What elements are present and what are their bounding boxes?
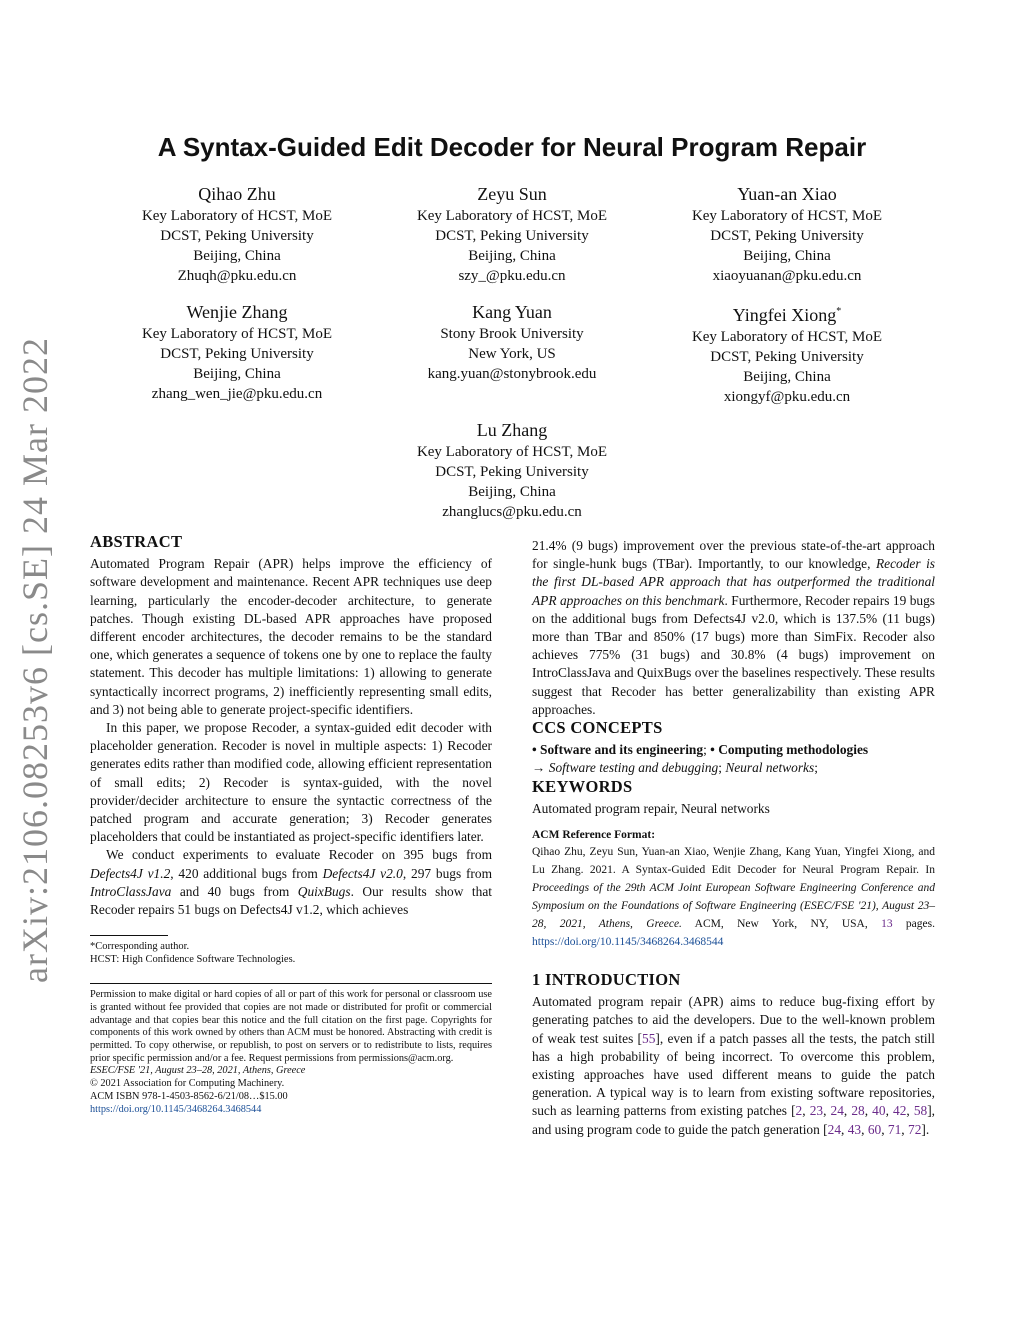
author-email: zhang_wen_jie@pku.edu.cn xyxy=(151,386,323,402)
ccs-concept: • Software and its engineering xyxy=(532,742,704,758)
citation-separator: , xyxy=(823,1103,831,1119)
introduction-heading: 1 INTRODUCTION xyxy=(532,970,681,990)
abstract-paragraph-3 xyxy=(90,846,492,919)
author-block xyxy=(372,300,652,384)
citation-separator: , xyxy=(843,1103,852,1119)
abstract-text: . Our results show that Recoder repairs 51 bugs on Defects4J v1.2, which achieves xyxy=(90,883,492,918)
author-block xyxy=(647,300,927,407)
citation-link[interactable]: 28 xyxy=(851,1103,865,1119)
copyright-line: © 2021 Association for Computing Machinery. xyxy=(90,1078,285,1090)
author-location: New York, US xyxy=(468,346,556,362)
author-department: DCST, Peking University xyxy=(160,346,314,362)
keywords-heading: KEYWORDS xyxy=(532,776,633,796)
citation-link[interactable]: 55 xyxy=(642,1030,656,1046)
citation-link[interactable]: 42 xyxy=(893,1103,907,1119)
benchmark-name: IntroClassJava xyxy=(90,883,172,899)
author-email: Zhuqh@pku.edu.cn xyxy=(177,268,297,284)
author-affiliation: Key Laboratory of HCST, MoE xyxy=(691,208,883,224)
author-affiliation: Key Laboratory of HCST, MoE xyxy=(691,329,883,345)
citation-separator: , xyxy=(885,1103,893,1119)
corresponding-mark: * xyxy=(836,306,842,317)
author-affiliation: Key Laboratory of HCST, MoE xyxy=(416,444,608,460)
ccs-separator: ; xyxy=(703,742,711,758)
arxiv-side-label xyxy=(10,337,60,983)
citation-link[interactable]: 72 xyxy=(908,1121,922,1137)
author-location: Beijing, China xyxy=(743,369,831,385)
citation-link[interactable]: 58 xyxy=(913,1103,928,1119)
paper-title: A Syntax-Guided Edit Decoder for Neural Program Repair xyxy=(157,132,867,162)
reference-text: pages. xyxy=(892,918,935,931)
abstract-text: , 420 additional bugs from xyxy=(170,865,323,881)
citation-separator: , xyxy=(864,1103,873,1119)
author-block xyxy=(97,182,377,286)
author-email: xiaoyuanan@pku.edu.cn xyxy=(712,268,862,284)
citation-separator: , xyxy=(906,1103,914,1119)
author-location: Beijing, China xyxy=(468,484,556,500)
ccs-heading: CCS CONCEPTS xyxy=(532,718,663,738)
author-location: Beijing, China xyxy=(743,248,831,264)
author-affiliation: Stony Brook University xyxy=(440,326,584,342)
author-department: DCST, Peking University xyxy=(710,349,864,365)
arxiv-identifier: arXiv:2106.08253v6 [cs.SE] 24 Mar 2022 xyxy=(15,337,56,983)
citation-separator: , xyxy=(802,1103,810,1119)
author-affiliation: Key Laboratory of HCST, MoE xyxy=(416,208,608,224)
author-block xyxy=(647,182,927,286)
citation-separator: , xyxy=(861,1121,868,1137)
footnote-rule xyxy=(90,935,168,936)
permission-notice: Permission to make digital or hard copies of all or part of this work for personal or classroom use is granted without fee provided that copies are not made or distributed for profit or commercial advantage and that copies bear this notice and the full citation on the first page. Copyrights for components of this work owned by others than ACM must be honored. Abstracting with credit is permitted. To copy otherwise, or republish, to post on servers or to redistribute to lists, requires prior specific permission and/or a fee. Request permissions from permissions@acm.org. xyxy=(90,989,492,1064)
abstract-emphasis: Recoder is the first DL-based APR approach that has outperformed the traditional APR approaches on this benchmark xyxy=(532,556,936,608)
citation-link[interactable]: 24 xyxy=(830,1103,844,1119)
abstract-continuation xyxy=(532,537,935,719)
abstract-text: . Furthermore, Recoder repairs 19 bugs on the additional bugs from Defects4J v2.0, which is 137.5% (11 bugs) more than TBar and 850% (17 bugs) more than SimFix. Recoder also achieves 775% (31 bugs) and 30.8% (4 bugs) improvement on IntroClassJava and QuixBugs over the baselines respectively. These results suggest that Recoder has better generalizability than existing APR approaches. xyxy=(532,592,935,717)
citation-link[interactable]: 60 xyxy=(867,1121,882,1137)
abstract-text: 21.4% (9 bugs) improvement over the previous state-of-the-art approach for single-hunk bugs (TBar). Importantly, to our knowledge, xyxy=(532,538,935,572)
abstract-paragraph-1: Automated Program Repair (APR) helps improve the efficiency of software development and maintenance. Recent APR techniques use deep learning, particularly the encoder-decoder architecture, to generate patches. Though existing DL-based APR approaches have proposed different encoder architectures, the decoder remains to be the standard one, which generates a sequence of tokens one by one to replace the faulty statement. This decoder has multiple limitations: 1) allowing to generate syntactically incorrect programs, 2) inefficiently representing small edits, and 3) not being able to generate project-specific identifiers. xyxy=(90,556,492,717)
ccs-concepts xyxy=(532,741,935,777)
ccs-concept: • Computing methodologies xyxy=(710,742,869,758)
ccs-subconcept: Neural networks xyxy=(725,760,815,776)
author-name: Zeyu Sun xyxy=(477,184,547,204)
benchmark-name: Defects4J v1.2 xyxy=(90,865,171,881)
author-block xyxy=(372,182,652,286)
doi-link[interactable]: https://doi.org/10.1145/3468264.3468544 xyxy=(90,1103,262,1115)
citation-link[interactable]: 43 xyxy=(847,1121,862,1137)
citation-link[interactable]: 23 xyxy=(809,1103,824,1119)
introduction-paragraph xyxy=(532,993,935,1139)
author-email: szy_@pku.edu.cn xyxy=(458,268,566,284)
author-location: Beijing, China xyxy=(193,248,281,264)
author-email: kang.yuan@stonybrook.edu xyxy=(427,366,597,382)
acm-reference-text xyxy=(532,843,935,951)
author-name: Kang Yuan xyxy=(472,302,552,322)
abstract-text: We conduct experiments to evaluate Recoder on 395 bugs from xyxy=(106,847,492,863)
intro-text: ]. xyxy=(921,1121,930,1137)
author-name: Yingfei Xiong xyxy=(732,305,837,325)
ccs-subconcept: Software testing and debugging xyxy=(548,760,719,776)
citation-link[interactable]: 71 xyxy=(887,1121,902,1137)
author-department: DCST, Peking University xyxy=(435,228,589,244)
benchmark-name: Defects4J v2.0 xyxy=(322,865,403,881)
author-email: xiongyf@pku.edu.cn xyxy=(723,389,851,405)
benchmark-name: QuixBugs xyxy=(297,883,351,899)
permission-rule xyxy=(90,983,492,984)
intro-text: ], even if a patch passes all the tests, the patch still has a high probability of being incorrect. To overcome this problem, existing approaches have used different means to guide the patch generation. A typical way is to learn from existing software repositories, such as learning patterns from existing patches [ xyxy=(532,1030,935,1119)
author-affiliation: Key Laboratory of HCST, MoE xyxy=(141,208,333,224)
author-name-line xyxy=(647,300,927,327)
citation-separator: , xyxy=(901,1121,908,1137)
author-name: Lu Zhang xyxy=(476,420,548,440)
citation-separator: , xyxy=(881,1121,888,1137)
page-count: 13 xyxy=(881,918,893,931)
author-name: Yuan-an Xiao xyxy=(737,184,837,204)
footnote-corresponding: *Corresponding author. xyxy=(90,941,190,953)
reference-text: ACM, New York, NY, USA, xyxy=(681,918,882,931)
ccs-separator: ; xyxy=(814,760,818,776)
abstract-heading: ABSTRACT xyxy=(90,532,183,551)
citation-separator: , xyxy=(841,1121,848,1137)
keywords-text: Automated program repair, Neural networks xyxy=(532,800,770,816)
author-department: DCST, Peking University xyxy=(710,228,864,244)
reference-proceedings: Proceedings of the 29th ACM Joint European Software Engineering Conference and Symposium on the Foundations of Software Engineering (ESEC/FSE '21), August 23–28, 2021, Athens, Greece. xyxy=(532,882,935,931)
citation-link[interactable]: 2 xyxy=(795,1103,803,1119)
author-department: DCST, Peking University xyxy=(160,228,314,244)
intro-text: ], and using program code to guide the patch generation [ xyxy=(532,1103,936,1137)
author-location: Beijing, China xyxy=(193,366,281,382)
venue-line: ESEC/FSE '21, August 23–28, 2021, Athens, Greece xyxy=(90,1065,306,1077)
citation-link[interactable]: 24 xyxy=(827,1121,842,1137)
abstract-paragraph-2: In this paper, we propose Recoder, a syntax-guided edit decoder with placeholder generation. Recoder is novel in multiple aspects: 1) Recoder generates edits rather than modified code, allowing efficient representation of small edits; 2) Recoder is syntax-guided, with the novel provider/decider architecture to ensure the syntactic correctness of the patched program and accurate generation; 3) Recoder generates placeholders that could be instantiated as project-specific identifiers later. xyxy=(90,720,492,845)
right-column xyxy=(532,537,935,1139)
author-block xyxy=(372,418,652,522)
author-email: zhanglucs@pku.edu.cn xyxy=(442,504,582,520)
author-block xyxy=(97,300,377,404)
reference-doi-link[interactable]: https://doi.org/10.1145/3468264.3468544 xyxy=(532,936,724,949)
ccs-arrow: → xyxy=(532,760,549,776)
author-name: Qihao Zhu xyxy=(198,184,276,204)
intro-text: Automated program repair (APR) aims to reduce bug-fixing effort by generating patches to aid the developers. Due to the well-known problem of weak test suites [ xyxy=(532,994,935,1046)
abstract-text: , 297 bugs from xyxy=(402,865,493,881)
isbn-line: ACM ISBN 978-1-4503-8562-6/21/08…$15.00 xyxy=(90,1090,288,1102)
left-column xyxy=(90,533,492,1116)
author-location: Beijing, China xyxy=(468,248,556,264)
abstract-text: and 40 bugs from xyxy=(171,883,298,899)
citation-link[interactable]: 40 xyxy=(872,1103,886,1119)
author-department: DCST, Peking University xyxy=(435,464,589,480)
author-name: Wenjie Zhang xyxy=(186,302,288,322)
author-affiliation: Key Laboratory of HCST, MoE xyxy=(141,326,333,342)
footnote-hcst: HCST: High Confidence Software Technologies. xyxy=(90,954,296,966)
acm-reference-heading: ACM Reference Format: xyxy=(532,829,656,842)
reference-text: Qihao Zhu, Zeyu Sun, Yuan-an Xiao, Wenjie Zhang, Kang Yuan, Yingfei Xiong, and Lu Zhang. 2021. A Syntax-Guided Edit Decoder for Neural Program Repair. In xyxy=(532,846,935,877)
ccs-separator: ; xyxy=(718,760,726,776)
